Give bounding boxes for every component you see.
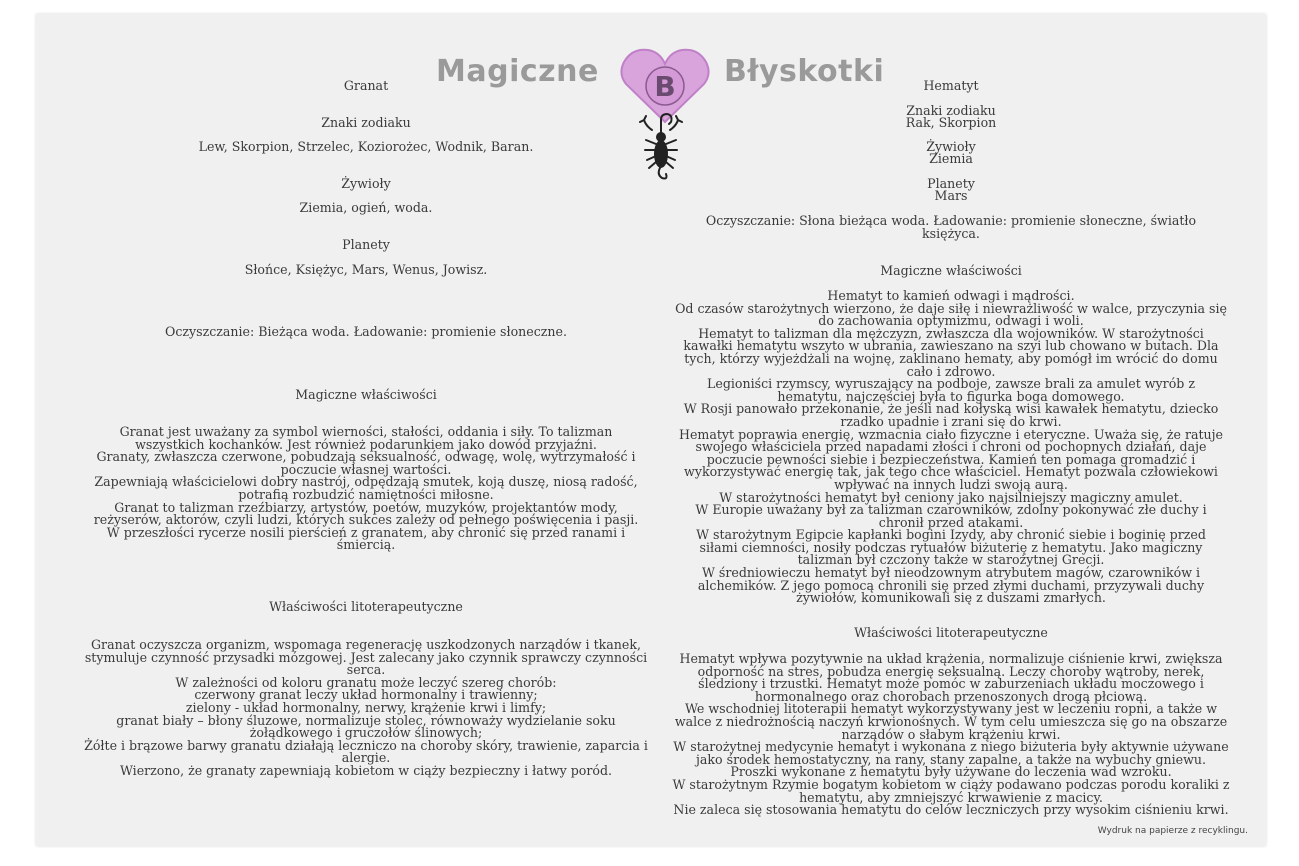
right-title: Hematyt [923,78,979,93]
text-line: Zapewniają właścicielowi dobry nastrój, odpędzają smutek, koją duszę, niosą radość, [94,474,638,490]
text-line: śmiercią. [336,537,396,553]
text-line: We wschodniej litoterapii hematyt wykorzystywany jest w leczeniu ropni, a także w [684,701,1217,717]
text-line: W Europie uważany był za talizman czarowników, zdolny pokonywać złe duchy i [695,502,1207,518]
left-planets-value: Słońce, Księżyc, Mars, Wenus, Jowisz. [244,262,488,277]
text-line: wszystkich kochanków. Jest również podarunkiem jako dowód przyjaźni. [135,436,597,452]
text-line: reżyserów, aktorów, czyli ludzi, których sukces zależy od pełnego poświęcenia i pasji. [93,512,639,528]
text-line: swojego właściciela przed napadami złości i chroni od pochopnych działań, daje [695,439,1207,455]
text-line: W starożytnej medycynie hematyt i wykonana z niego biżuteria były aktywnie używane [673,739,1229,755]
text-line: Legioniści rzymscy, wyruszający na podboje, zawsze brali za amulet wyrób z [707,376,1195,392]
text-line: zielony - układ hormonalny, nerwy, krążenie krwi i limfy; [185,699,547,715]
left-title: Granat [343,78,389,93]
text-line: W starożytności hematyt był ceniony jako najsilniejszy magiczny amulet. [719,489,1183,505]
text-line: Od czasów starożytnych wierzono, że daje siłę i niewrażliwość w walce, przyczynia się [675,300,1227,316]
text-line: W Rosji panowało przekonanie, że jeśli nad kołyską wisi kawałek hematytu, dziecko [683,401,1219,417]
text-line: wykorzystywać energię tak, jak tego chce właściciel. Hematyt pozwala człowiekowi [684,464,1218,480]
text-line: granat biały – błony śluzowe, normalizuje stolec, równoważy wydzielanie soku [116,712,616,728]
text-line: Wierzono, że granaty zapewniają kobietom w ciąży bezpieczny i łatwy poród. [119,762,613,778]
left-elements-value: Ziemia, ogień, woda. [299,200,433,215]
right-planets-value: Mars [934,188,968,203]
right-zodiac-label: Znaki zodiaku [906,103,996,118]
brand-name-left: Magiczne [436,54,599,89]
text-line: potrafią rozbudzić namiętności miłosne. [238,486,494,502]
text-line: Hematyt to talizman dla mężczyzn, zwłaszcza dla wojowników. W starożytności [698,325,1204,341]
text-line: cało i zdrowo. [906,363,996,379]
text-line: stymuluje czynność przysadki mózgowej. Jest zalecany jako czynnik sprawczy czynności [84,649,648,665]
right-magic-text [646,290,1256,605]
text-line: odporność na stres, pobudza energię seksualną. Leczy choroby wątroby, nerek, [697,663,1205,679]
text-line: Granaty, zwłaszcza czerwone, pobudzają seksualność, odwagę, wolę, wytrzymałość i [96,449,636,465]
text-line: Hematyt wpływa pozytywnie na układ krążenia, normalizuje ciśnienie krwi, zwiększa [679,651,1223,666]
right-litho-text [646,653,1256,817]
text-line: serca. [346,662,386,678]
text-line: W zależności od koloru granatu może leczyć szereg chorób: [175,674,557,690]
text-line: poczucie własnej wartości. [280,461,452,477]
text-line: Hematyt to kamień odwagi i mądrości. [827,288,1075,303]
text-line: chronił przed atakami. [878,514,1024,530]
text-line: alergie. [341,750,391,766]
text-line: żołądkowego i gruczołów ślinowych; [249,725,483,741]
left-zodiac-label: Znaki zodiaku [321,115,411,130]
text-line: W średniowieczu hematyt był nieodzownym atrybutem magów, czarowników i [701,565,1201,581]
right-magic-title: Magiczne właściwości [880,263,1022,278]
right-cleansing-line-1: Oczyszczanie: Słona bieżąca woda. Ładowanie: promienie słoneczne, światło [705,213,1197,228]
text-line: jako środek hemostatyczny, na rany, stany zapalne, a także na wybuchy gniewu. [696,751,1206,767]
text-line: śledziony i trzustki. Hematyt może pomóc w zaburzeniach układu moczowego i [698,676,1204,692]
text-line: alchemików. Z jego pomocą chronili się przed złymi duchami, przyzywali duchy [697,577,1205,593]
text-line: W starożytnym Rzymie bogatym kobietom w ciąży podawano podczas porodu koraliki z [672,776,1230,792]
text-line: W przeszłości rycerze nosili pierścień z granatem, aby chronić się przed ranami i [106,524,626,540]
text-line: Hematyt poprawia energię, wzmacnia ciało fizyczne i eteryczne. Uważa się, że ratuje [678,426,1224,442]
text-line: Żółte i brązowe barwy granatu działają leczniczo na choroby skóry, trawienie, zaparcia i [84,737,648,753]
text-line: wpływać na innych ludzi swoją aurą. [834,476,1068,492]
right-planets-label: Planety [927,176,975,191]
brand-name-right: Błyskotki [724,54,885,89]
left-magic-text [66,426,666,552]
text-line: tych, którzy wyjeżdżali na wojnę, zaklinano hematy, aby pomógł im wrócić do domu [684,350,1218,366]
text-line: Granat jest uważany za symbol wierności, stałości, oddania i siły. To talizman [119,424,613,439]
text-line: żywiołów, komunikowali się z duszami zmarłych. [796,590,1106,606]
info-card [36,14,1266,846]
text-line: hematytu, najczęściej była to figurka boga domowego. [777,388,1125,404]
text-line: narządów o słabym krążeniu krwi. [841,726,1061,742]
text-line: kawałki hematytu wszyto w ubrania, zawieszano na szyi lub chowano w butach. Dla [683,338,1219,354]
text-line: poczucie pewności siebie i bezpieczeństwa. Kamień ten pomaga gromadzić i [706,451,1196,467]
text-line: walce z niedrożnością naczyń krwionośnych. W tym celu umieszcza się go na obszarze [674,713,1228,729]
text-line: czerwony granat leczy układ hormonalny i trawienny; [194,687,538,703]
text-line: Nie zaleca się stosowania hematytu do celów leczniczych przy wysokim ciśnieniu krwi. [673,802,1229,818]
text-line: Granat oczyszcza organizm, wspomaga regenerację uszkodzonych narządów i tkanek, [91,637,641,652]
right-cleansing-line-2: księżyca. [922,226,980,241]
right-elements-label: Żywioły [926,139,976,154]
left-zodiac-value: Lew, Skorpion, Strzelec, Koziorożec, Wodnik, Baran. [198,139,534,154]
left-planets-label: Planety [342,237,390,252]
text-line: talizman był czczony także w starożytnej Grecji. [797,552,1105,568]
text-line: siłami ciemności, nosiły podczas rytuałów biżuterię z hematytu. Jako magiczny [699,539,1203,555]
text-line: do zachowania optymizmu, odwagi i woli. [818,313,1084,329]
text-line: rzadko upadnie i zrani się do krwi. [840,413,1062,429]
text-line: Granat to talizman rzeźbiarzy, artystów, poetów, muzyków, projektantów mody, [114,499,618,515]
brand-letter: B [654,70,676,103]
recycled-paper-note: Wydruk na papierze z recyklingu. [1097,826,1248,836]
left-magic-title: Magiczne właściwości [295,387,437,402]
left-litho-title: Właściwości litoterapeutyczne [269,599,463,614]
text-line: hematytu, aby zmniejszyć krwawienie z macicy. [799,789,1103,805]
right-litho-title: Właściwości litoterapeutyczne [854,625,1048,640]
text-line: Proszki wykonane z hematytu były używane do leczenia wad wzroku. [730,764,1172,780]
right-zodiac-value: Rak, Skorpion [905,115,997,130]
left-litho-text [66,639,666,778]
right-elements-value: Ziemia [929,151,973,166]
brand-header [36,34,1266,104]
left-elements-label: Żywioły [341,176,391,191]
left-cleansing: Oczyszczanie: Bieżąca woda. Ładowanie: promienie słoneczne. [165,324,567,339]
text-line: W starożytnym Egipcie kapłanki bogini Izydy, aby chronić siebie i boginię przed [696,527,1206,543]
text-line: hormonalnego oraz chorobach przenoszonych drogą płciową. [754,688,1148,704]
